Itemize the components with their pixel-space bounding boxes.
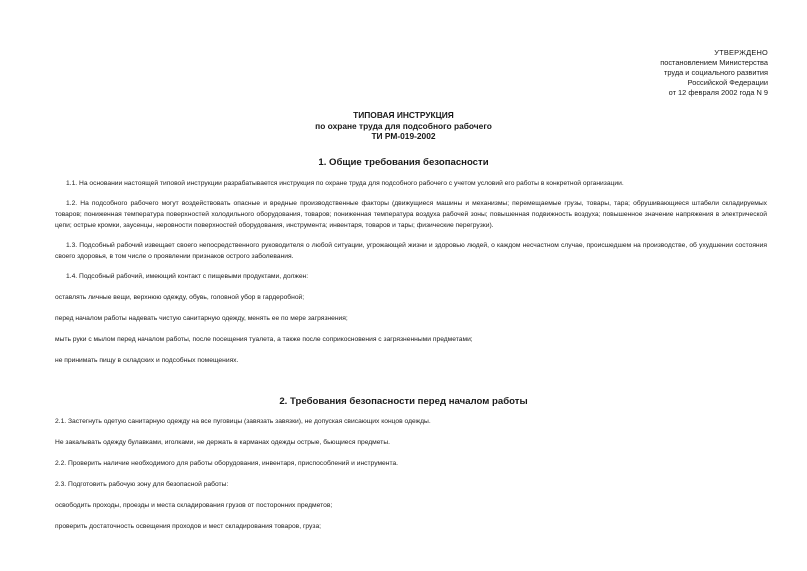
list-item: перед началом работы надевать чистую санитарную одежду, менять ее по мере загрязнения; bbox=[55, 315, 348, 322]
approval-line: от 12 февраля 2002 года N 9 bbox=[668, 88, 768, 97]
title-line: ТИ РМ-019-2002 bbox=[371, 131, 436, 141]
paragraph bbox=[55, 198, 767, 231]
approval-line: труда и социального развития bbox=[663, 68, 768, 77]
paragraph: 1.1. На основании настоящей типовой инструкции разрабатывается инструкция по охране труда для подсобного рабочего с учетом условий его работы в конкретной организации. bbox=[66, 180, 624, 187]
section-heading: 2. Требования безопасности перед началом работы bbox=[279, 396, 528, 407]
title-line: ТИПОВАЯ ИНСТРУКЦИЯ bbox=[353, 110, 454, 120]
paragraph: Не закалывать одежду булавками, иголками, не держать в карманах одежды острые, бьющиеся предметы. bbox=[55, 439, 390, 446]
paragraph: 2.2. Проверить наличие необходимого для работы оборудования, инвентаря, приспособлений и инструмента. bbox=[55, 460, 399, 467]
list-item: освободить проходы, проезды и места складирования грузов от посторонних предметов; bbox=[55, 502, 333, 509]
paragraph-text: 1.2. На подсобного рабочего могут воздействовать опасные и вредные производственные факторы (движущиеся машины и механизмы; перемещаемые грузы, товары, тара; обрушивающиеся штабели складируемых товаров; пониженная температура поверхностей холодильного оборудования, товаров; пониженная температура воздуха рабочей зоны; повышенная подвижность воздуха; повышенное значение напряжения в электрической цепи; острые кромки, заусенцы, неровности поверхностей оборудования, инструмента; инвентаря, товаров и тары; физические перегрузки). bbox=[55, 200, 767, 229]
paragraph: 2.1. Застегнуть одетую санитарную одежду на все пуговицы (завязать завязки), не допуская свисающих концов одежды. bbox=[55, 418, 431, 425]
document-title bbox=[0, 110, 807, 142]
paragraph-text: 1.3. Подсобный рабочий извещает своего непосредственного руководителя о любой ситуации, угрожающей жизни и здоровью людей, о каждом несчастном случае, происшедшем на производстве, об ухудшении состояния своего здоровья, в том числе о проявлении признаков острого заболевания. bbox=[55, 242, 767, 260]
list-item: проверить достаточность освещения проходов и мест складирования товаров, груза; bbox=[55, 523, 322, 530]
approval-line: Российской Федерации bbox=[687, 78, 768, 87]
list-item: не принимать пищу в складских и подсобных помещениях. bbox=[55, 357, 239, 364]
paragraph: 2.3. Подготовить рабочую зону для безопасной работы: bbox=[55, 481, 229, 488]
approval-line: постановлением Министерства bbox=[660, 58, 768, 67]
list-item: мыть руки с мылом перед началом работы, после посещения туалета, а также после соприкосновения с загрязненными предметами; bbox=[55, 336, 473, 343]
title-line: по охране труда для подсобного рабочего bbox=[315, 120, 492, 131]
list-item: оставлять личные вещи, верхнюю одежду, обувь, головной убор в гардеробной; bbox=[55, 294, 305, 301]
approval-stamp bbox=[660, 48, 768, 98]
approval-title: УТВЕРЖДЕНО bbox=[714, 48, 768, 57]
section-heading: 1. Общие требования безопасности bbox=[318, 157, 489, 168]
paragraph bbox=[55, 240, 767, 262]
paragraph: 1.4. Подсобный рабочий, имеющий контакт с пищевыми продуктами, должен: bbox=[66, 273, 309, 280]
